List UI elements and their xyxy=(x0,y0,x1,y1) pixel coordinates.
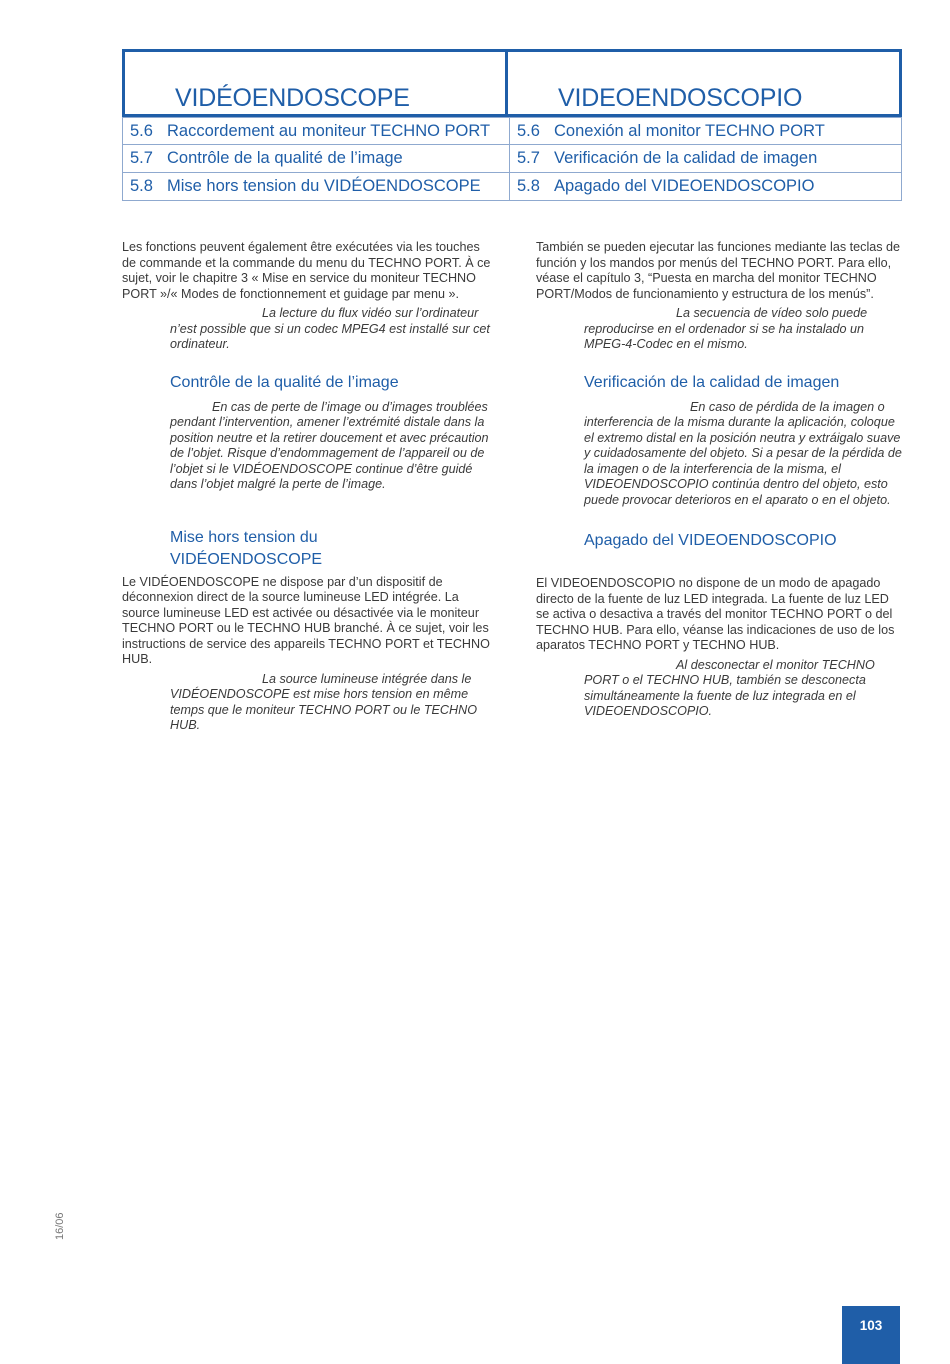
toc-row xyxy=(122,145,902,173)
es-note-image-loss: En caso de pérdida de la imagen o interferencia de la misma durante la aplicación, coloque el extremo distal en la posición neutra y extráigalo suave y cuidadosamente del objeto. Si a pesar de la pérdida de la imagen o de la interferencia de la misma, el VIDEOENDOSCOPIO continúa dentro del objeto, esto puede provocar deterioros en el aparato o en el objeto. xyxy=(584,399,902,507)
es-note-power-off: Al desconectar el monitor TECHNO PORT o el TECHNO HUB, también se desconecta simultáneamente la fuente de luz integrada en el VIDEOENDOSCOPIO. xyxy=(584,657,875,718)
toc-label: Raccordement au moniteur TECHNO PORT xyxy=(167,121,491,140)
french-column xyxy=(122,240,492,734)
page-number: 103 xyxy=(842,1306,900,1364)
fr-power-off-paragraph: Le VIDÉOENDOSCOPE ne dispose par d’un dispositif de déconnexion direct de la source lumineuse LED intégrée. La source lumineuse LED est activée ou désactivée via le moniteur TECHNO PORT ou le TECHNO HUB branché. À ce sujet, voir les instructions de service des appareils TECHNO PORT et TECHNO HUB. xyxy=(122,574,490,666)
fr-toc-entry[interactable] xyxy=(122,173,510,201)
toc-row xyxy=(122,173,902,201)
fr-heading-image-quality: Contrôle de la qualité de l’image xyxy=(170,373,399,391)
toc-number: 5.7 xyxy=(517,149,540,167)
es-title-cell xyxy=(508,49,902,117)
es-toc-entry[interactable] xyxy=(510,173,902,201)
es-toc-entry[interactable] xyxy=(510,145,902,173)
toc-label: Mise hors tension du VIDÉOENDOSCOPE xyxy=(167,177,481,195)
fr-toc-entry[interactable] xyxy=(122,145,510,173)
section-header-table xyxy=(122,49,902,201)
fr-title: VIDÉOENDOSCOPE xyxy=(175,84,410,112)
spanish-column xyxy=(536,240,902,720)
es-note-codec: La secuencia de vídeo solo puede reproducirse en el ordenador si se ha instalado un MPEG-4-Codec en el mismo. xyxy=(584,306,868,351)
toc-number: 5.8 xyxy=(517,177,540,195)
fr-note-power-off: La source lumineuse intégrée dans le VIDÉOENDOSCOPE est mise hors tension en même temps que le moniteur TECHNO PORT ou le TECHNO HUB. xyxy=(170,671,478,732)
title-row xyxy=(122,49,902,117)
toc-number: 5.6 xyxy=(130,121,153,140)
fr-intro-paragraph: Les fonctions peuvent également être exécutées via les touches de commande et la commande du menu du TECHNO PORT. À ce sujet, voir le chapitre 3 « Mise en service du moniteur TECHNO PORT »/« Modes de fonctionnement et guidage par menu ». xyxy=(122,240,491,301)
es-title: VIDEOENDOSCOPIO xyxy=(558,84,803,112)
es-intro-paragraph: También se pueden ejecutar las funciones mediante las teclas de función y los mandos por menús del TECHNO PORT. Para ello, véase el capítulo 3, “Puesta en marcha del monitor TECHNO PORT/Modos de funcionamiento y estructura de los menús”. xyxy=(536,240,901,301)
toc-label: Apagado del VIDEOENDOSCOPIO xyxy=(554,177,815,195)
toc-label: Contrôle de la qualité de l’image xyxy=(167,149,403,167)
date-code: 16/06 xyxy=(54,1212,66,1240)
es-heading-image-quality: Verificación de la calidad de imagen xyxy=(584,373,840,391)
toc-row xyxy=(122,117,902,145)
toc-label: Verificación de la calidad de imagen xyxy=(554,149,818,167)
toc-number: 5.8 xyxy=(130,177,153,195)
fr-heading-power-off: Mise hors tension du VIDÉOENDOSCOPE xyxy=(170,528,323,568)
fr-toc-entry[interactable] xyxy=(122,117,510,145)
toc-number: 5.7 xyxy=(130,149,153,167)
fr-note-image-loss: En cas de perte de l’image ou d’images troublées pendant l’intervention, amener l’extrémité distale dans la position neutre et la retirer doucement et avec précaution de l’objet. Risque d’endommagement de l’appareil ou de l’objet si le VIDÉOENDOSCOPE continue d’être guidé dans l’objet malgré la perte de l’image. xyxy=(170,399,489,491)
fr-note-codec: La lecture du flux vidéo sur l’ordinateur n’est possible que si un codec MPEG4 est installé sur cet ordinateur. xyxy=(170,306,490,351)
es-toc-entry[interactable] xyxy=(510,117,902,145)
toc-number: 5.6 xyxy=(517,121,540,140)
fr-title-cell xyxy=(122,49,508,117)
es-power-off-paragraph: El VIDEOENDOSCOPIO no dispone de un modo de apagado directo de la fuente de luz LED integrada. La fuente de luz LED se activa o desactiva a través del monitor TECHNO PORT o del TECHNO HUB. Para ello, véanse las indicaciones de uso de los aparatos TECHNO PORT y TECHNO HUB. xyxy=(536,576,895,652)
es-heading-power-off: Apagado del VIDEOENDOSCOPIO xyxy=(584,532,837,549)
toc-label: Conexión al monitor TECHNO PORT xyxy=(554,121,825,140)
